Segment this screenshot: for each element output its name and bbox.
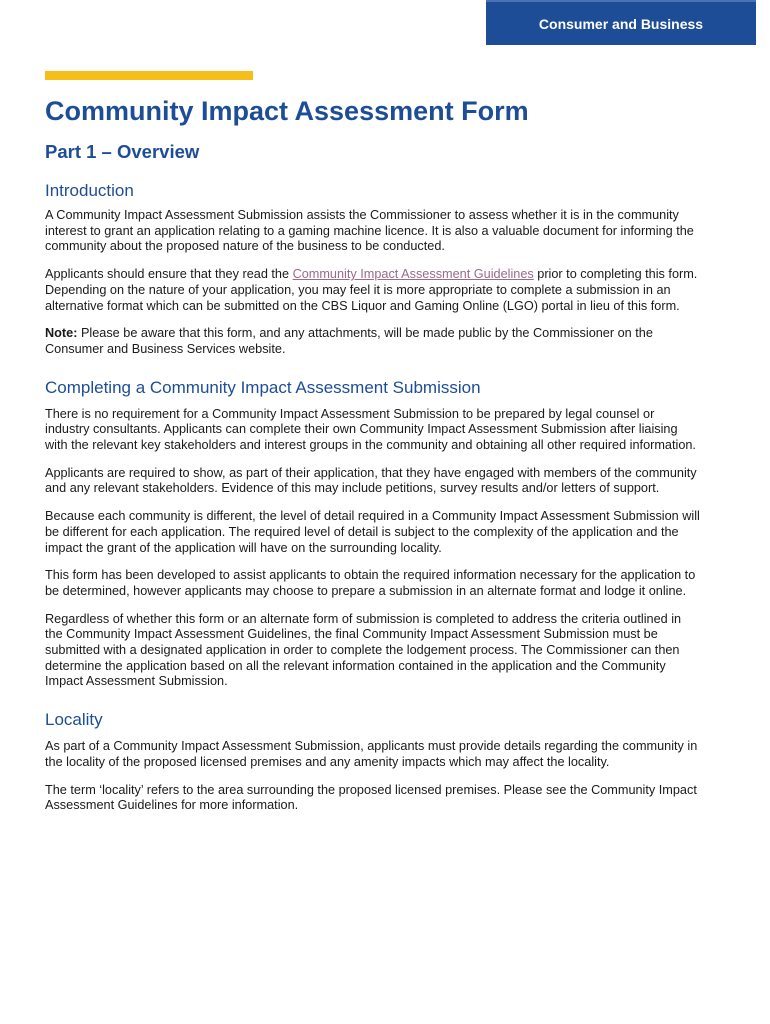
section-heading-locality: Locality [45, 710, 103, 730]
banner-text: Consumer and Business [538, 15, 704, 32]
document-body [45, 93, 700, 814]
section-heading-completing: Completing a Community Impact Assessment Submission [45, 377, 481, 397]
completing-paragraph-3: Because each community is different, the level of detail required in a Community Impact Assessment Submission will be different for each application. The required level of detail is subject to the complexity of the application and the impact the grant of the application will have on the surrounding locality. [45, 509, 700, 555]
intro-paragraph-2-lead: Applicants should ensure that they read the [45, 267, 293, 282]
note-label: Note: [45, 326, 78, 341]
part-heading: Part 1 – Overview [45, 141, 200, 162]
locality-paragraph-2: The term ‘locality’ refers to the area surrounding the proposed licensed premises. Please see the Community Impact Assessment Guidelines for more information. [45, 782, 697, 813]
completing-paragraph-2: Applicants are required to show, as part of their application, that they have engaged with members of the community and any relevant stakeholders. Evidence of this may include petitions, survey results and/or letters of support. [45, 465, 697, 496]
intro-paragraph-1: A Community Impact Assessment Submission assists the Commissioner to assess whether it is in the community interest to grant an application relating to a gaming machine licence. It is also a valuable document for informing the community about the proposed nature of the business to be conducted. [45, 208, 694, 254]
accent-bar [45, 71, 253, 80]
page-title: Community Impact Assessment Form [45, 96, 529, 126]
intro-paragraph-2-rest: prior to completing this form. Depending on the nature of your application, you may feel it is more appropriate to complete a submission in an alternative format which can be submitted on the CBS Liquor and Gaming Online (LGO) portal in lieu of this form. [45, 267, 698, 313]
completing-paragraph-5: Regardless of whether this form or an alternate form of submission is completed to address the criteria outlined in the Community Impact Assessment Guidelines, the final Community Impact Assessment Submission must be submitted with a designated application in order to complete the lodgement process. The Commissioner can then determine the application based on all the relevant information contained in the application and the Community Impact Assessment Submission. [45, 611, 682, 689]
header-banner [486, 0, 756, 45]
intro-paragraph-2 [45, 267, 700, 314]
guidelines-link[interactable]: Community Impact Assessment Guidelines [292, 267, 534, 282]
intro-note [45, 326, 700, 357]
locality-paragraph-1: As part of a Community Impact Assessment Submission, applicants must provide details regarding the community in the locality of the proposed licensed premises and any amenity impacts which may affect the locality. [45, 739, 698, 769]
section-heading-introduction: Introduction [45, 181, 134, 200]
completing-paragraph-1: There is no requirement for a Community Impact Assessment Submission to be prepared by legal counsel or industry consultants. Applicants can complete their own Community Impact Assessment Submission after liaising with the relevant key stakeholders and interest groups in the community and obtaining all other required information. [45, 406, 696, 453]
note-text: Please be aware that this form, and any attachments, will be made public by the Commissioner on the Consumer and Business Services website. [45, 326, 653, 356]
completing-paragraph-4: This form has been developed to assist applicants to obtain the required information necessary for the application to be determined, however applicants may choose to prepare a submission in an alternate format and lodge it online. [45, 568, 696, 598]
